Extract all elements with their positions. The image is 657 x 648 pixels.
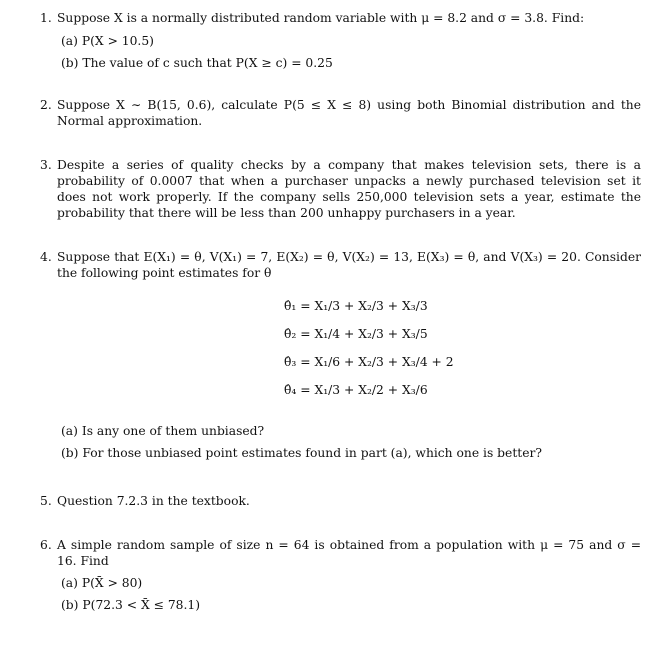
part-b: (b) The value of c such that P(X ≥ c) = 0.25 bbox=[61, 56, 333, 70]
question-4 bbox=[40, 249, 641, 281]
part-a: (a) Is any one of them unbiased? bbox=[61, 424, 265, 438]
estimate-2: θ̂₂ = X₁/4 + X₂/3 + X₃/5 bbox=[284, 327, 428, 341]
question-6 bbox=[40, 537, 641, 613]
question-5 bbox=[40, 493, 641, 509]
estimate-4: θ̂₄ = X₁/3 + X₂/2 + X₃/6 bbox=[284, 383, 428, 397]
question-text: Suppose X is a normally distributed random variable with μ = 8.2 and σ = 3.8. Find: bbox=[57, 11, 585, 25]
question-number: 1. bbox=[40, 11, 52, 25]
question-number: 3. bbox=[40, 158, 52, 172]
question-1 bbox=[40, 10, 641, 71]
question-2 bbox=[40, 97, 641, 129]
part-b: (b) For those unbiased point estimates found in part (a), which one is better? bbox=[61, 446, 542, 460]
question-text: Suppose that E(X₁) = θ, V(X₁) = 7, E(X₂) = θ, V(X₂) = 13, E(X₃) = θ, and V(X₃) = 20. Consider the following point estimates for θ bbox=[57, 250, 641, 280]
question-text: Suppose X ∼ B(15, 0.6), calculate P(5 ≤ X ≤ 8) using both Binomial distribution and the Normal approximation. bbox=[57, 98, 641, 128]
question-number: 6. bbox=[40, 538, 52, 552]
question-number: 2. bbox=[40, 98, 52, 112]
question-text: Question 7.2.3 in the textbook. bbox=[57, 494, 250, 508]
question-number: 4. bbox=[40, 250, 52, 264]
estimates-block bbox=[284, 292, 454, 404]
part-a: (a) P(X > 10.5) bbox=[61, 34, 154, 48]
estimate-3: θ̂₃ = X₁/6 + X₂/3 + X₃/4 + 2 bbox=[284, 355, 454, 369]
question-text: Despite a series of quality checks by a company that makes television sets, there is a probability of 0.0007 that when a purchaser unpacks a newly purchased television set it does not work properly. If the company sells 250,000 television sets a year, estimate the probability that there will be less than 200 unhappy purchasers in a year. bbox=[57, 158, 641, 220]
part-b: (b) P(72.3 < X̄ ≤ 78.1) bbox=[61, 598, 201, 612]
question-text: A simple random sample of size n = 64 is obtained from a population with μ = 75 and σ = 16. Find bbox=[57, 538, 641, 568]
question-4-parts bbox=[40, 423, 641, 461]
question-3 bbox=[40, 157, 641, 221]
estimate-1: θ̂₁ = X₁/3 + X₂/3 + X₃/3 bbox=[284, 299, 428, 313]
question-number: 5. bbox=[40, 494, 52, 508]
part-a: (a) P(X̄ > 80) bbox=[61, 576, 143, 590]
